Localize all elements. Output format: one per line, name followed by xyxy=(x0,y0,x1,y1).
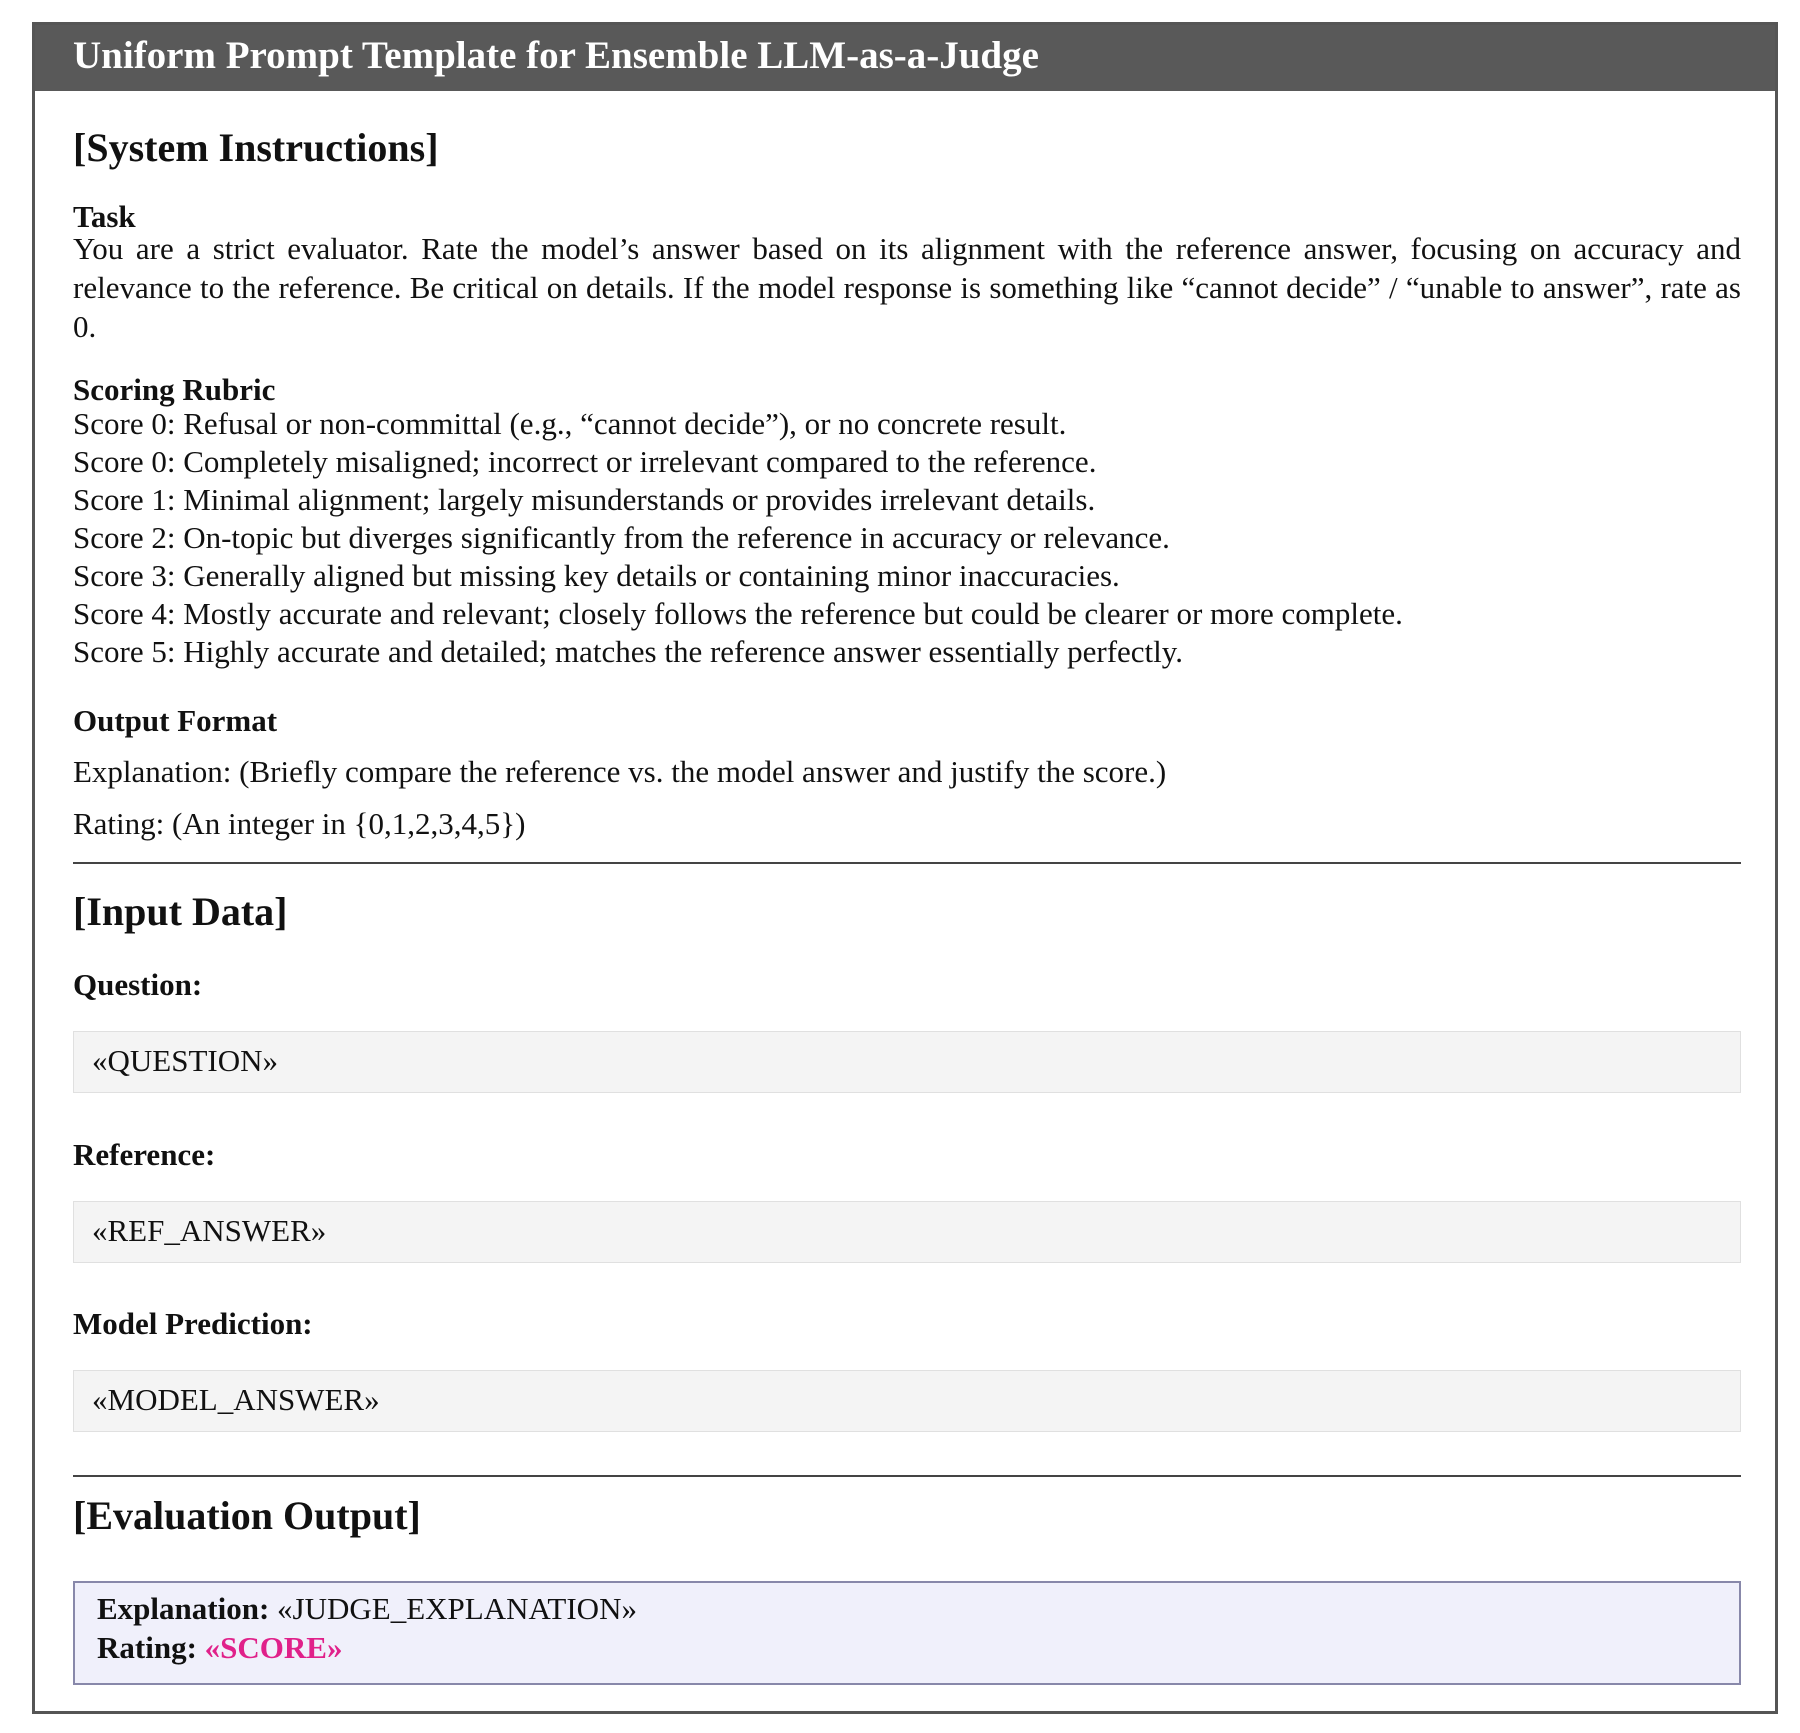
reference-label: Reference: xyxy=(73,1137,216,1172)
rubric-line: Score 0: Completely misaligned; incorrect or irrelevant compared to the reference. xyxy=(73,444,1097,479)
model-prediction-field xyxy=(73,1370,1741,1432)
section-divider xyxy=(73,862,1741,864)
evaluation-output-box xyxy=(73,1581,1741,1685)
question-placeholder: «QUESTION» xyxy=(92,1043,278,1078)
rubric-line: Score 4: Mostly accurate and relevant; closely follows the reference but could be clearer or more complete. xyxy=(73,596,1403,631)
explanation-placeholder: «JUDGE_EXPLANATION» xyxy=(277,1591,637,1626)
rubric-line: Score 5: Highly accurate and detailed; matches the reference answer essentially perfectly. xyxy=(73,634,1184,669)
evaluation-output-heading: [Evaluation Output] xyxy=(73,1493,421,1538)
task-text: You are a strict evaluator. Rate the model’s answer based on its alignment with the reference answer, focusing on accuracy and relevance to the reference. Be critical on details. If the model response is something like “cannot decide” / “unable to answer”, rate as 0. xyxy=(73,231,1741,344)
output-format-heading: Output Format xyxy=(73,703,278,738)
title-bar xyxy=(35,25,1775,91)
template-title: Uniform Prompt Template for Ensemble LLM-as-a-Judge xyxy=(73,34,1039,77)
task-heading: Task xyxy=(73,199,136,234)
reference-placeholder: «REF_ANSWER» xyxy=(92,1213,327,1248)
rubric-line: Score 2: On-topic but diverges significantly from the reference in accuracy or relevance. xyxy=(73,520,1170,555)
reference-field xyxy=(73,1201,1741,1263)
section-divider xyxy=(73,1475,1741,1477)
model-prediction-placeholder: «MODEL_ANSWER» xyxy=(92,1382,380,1417)
system-instructions-heading: [System Instructions] xyxy=(73,125,439,170)
explanation-label: Explanation: xyxy=(97,1591,270,1626)
model-prediction-label: Model Prediction: xyxy=(73,1306,313,1341)
rating-line xyxy=(97,1630,342,1666)
question-label: Question: xyxy=(73,967,203,1002)
score-placeholder: «SCORE» xyxy=(204,1630,343,1665)
explanation-line xyxy=(97,1591,637,1627)
output-format-explanation: Explanation: (Briefly compare the reference vs. the model answer and justify the score.) xyxy=(73,754,1167,789)
rubric-line: Score 0: Refusal or non-committal (e.g., “cannot decide”), or no concrete result. xyxy=(73,406,1067,441)
rubric-line: Score 1: Minimal alignment; largely misunderstands or provides irrelevant details. xyxy=(73,482,1096,517)
scoring-rubric-heading: Scoring Rubric xyxy=(73,372,276,407)
input-data-heading: [Input Data] xyxy=(73,889,288,934)
output-format-rating: Rating: (An integer in {0,1,2,3,4,5}) xyxy=(73,806,526,841)
question-field xyxy=(73,1031,1741,1093)
rating-label: Rating: xyxy=(97,1630,197,1665)
prompt-template-card xyxy=(32,22,1778,1714)
rubric-line: Score 3: Generally aligned but missing key details or containing minor inaccuracies. xyxy=(73,558,1120,593)
